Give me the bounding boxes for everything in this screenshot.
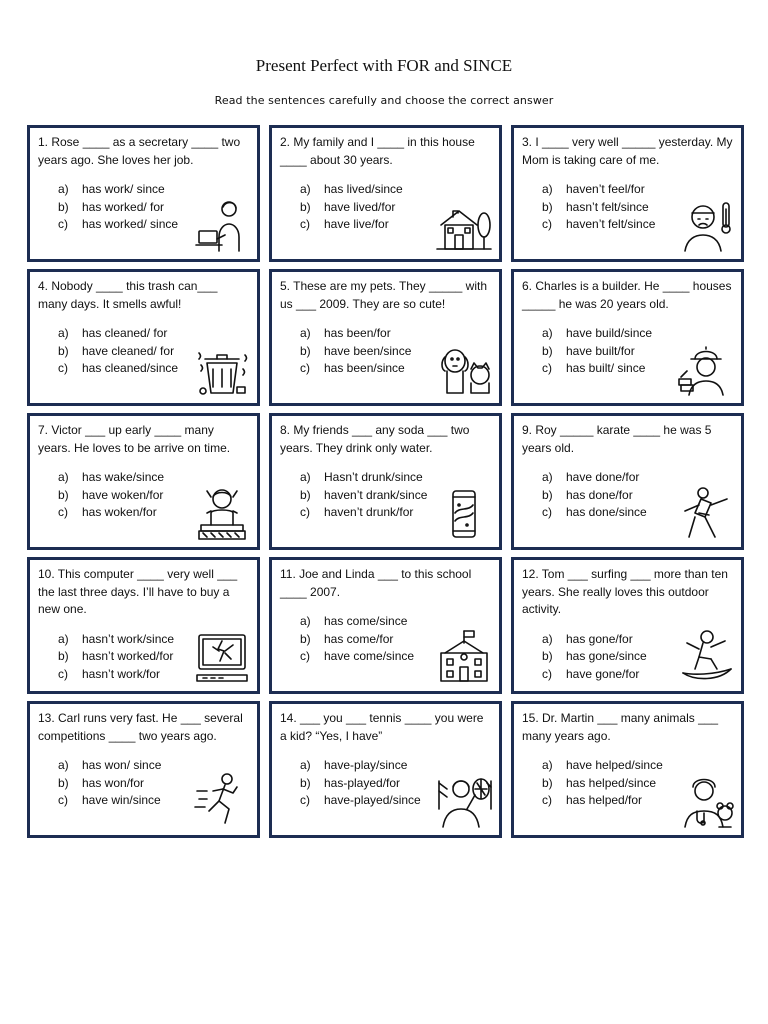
option-text: has gone/since <box>566 649 647 663</box>
question-text: 5. These are my pets. They _____ with us ___ 2009. They are so cute! <box>280 279 491 311</box>
option-letter: c) <box>542 666 552 681</box>
question-text: 6. Charles is a builder. He ____ houses _____ he was 20 years old. <box>522 279 735 311</box>
option-letter: b) <box>58 487 69 502</box>
option-letter: a) <box>58 326 69 340</box>
option-letter: c) <box>542 793 552 807</box>
question-text: 15. Dr. Martin ___ many animals ___ many years ago. <box>522 711 722 743</box>
question-text: 12. Tom ___ surfing ___ more than ten years. She really loves this outdoor activity. <box>522 567 732 616</box>
option-text: have come/since <box>324 649 415 663</box>
option-letter: c) <box>300 649 310 663</box>
question-card <box>27 557 260 694</box>
option-letter: a) <box>542 182 553 196</box>
karate-icon <box>677 483 735 541</box>
question-card <box>269 125 502 262</box>
option-letter: a) <box>58 182 69 196</box>
option-text: has worked/ since <box>82 217 179 231</box>
option-letter: a) <box>58 631 69 646</box>
option-text: have woken/for <box>82 487 164 502</box>
question-text: 3. I ____ very well _____ yesterday. My Mom is taking care of me. <box>522 135 736 167</box>
option-letter: c) <box>542 361 552 375</box>
soda-can-icon <box>435 483 493 541</box>
question-card <box>511 701 744 838</box>
option-text: have lived/for <box>324 199 396 214</box>
option-letter: b) <box>300 487 311 502</box>
option-letter: b) <box>542 487 553 502</box>
option-letter: b) <box>542 775 553 790</box>
option-text: haven’t felt/since <box>566 217 656 231</box>
option-text: hasn’t work/since <box>82 631 175 646</box>
secretary-icon <box>193 195 251 253</box>
option-letter: c) <box>300 505 310 519</box>
option-text: haven’t drank/since <box>324 487 428 502</box>
option-letter: c) <box>300 793 310 807</box>
question-card <box>27 413 260 550</box>
option-text: has woken/for <box>82 505 157 519</box>
option-letter: b) <box>542 199 553 214</box>
option-letter: b) <box>300 631 311 646</box>
question-card <box>27 701 260 838</box>
question-text: 13. Carl runs very fast. He ___ several competitions ____ two years ago. <box>38 711 247 743</box>
question-text: 4. Nobody ____ this trash can___ many days. It smells awful! <box>38 279 221 311</box>
option-letter: c) <box>542 505 552 519</box>
school-icon <box>435 627 493 685</box>
option-text: has won/ since <box>82 758 162 772</box>
option-letter: a) <box>542 470 553 484</box>
option-letter: c) <box>542 217 552 231</box>
option-text: has come/for <box>324 631 394 646</box>
question-text: 2. My family and I ____ in this house ____ about 30 years. <box>280 135 479 167</box>
option-text: haven’t drunk/for <box>324 505 414 519</box>
question-text: 8. My friends ___ any soda ___ two years. They drink only water. <box>280 423 473 455</box>
question-card <box>269 413 502 550</box>
option-letter: a) <box>542 631 553 646</box>
option-letter: a) <box>300 182 311 196</box>
option-text: has come/since <box>324 614 408 628</box>
option-letter: a) <box>300 758 311 772</box>
option-letter: b) <box>300 199 311 214</box>
option-text: has won/for <box>82 775 145 790</box>
option-letter: a) <box>542 326 553 340</box>
option-letter: c) <box>58 666 68 681</box>
option-text: has gone/for <box>566 631 633 646</box>
house-icon <box>435 195 493 253</box>
option-letter: b) <box>58 649 69 663</box>
option-letter: b) <box>300 775 311 790</box>
builder-icon <box>677 339 735 397</box>
option-letter: c) <box>58 217 68 231</box>
question-card <box>27 125 260 262</box>
wake-up-icon <box>193 483 251 541</box>
option-text: have live/for <box>324 217 389 231</box>
option-letter: c) <box>58 793 68 807</box>
option-text: have-play/since <box>324 758 408 772</box>
option-text: have built/for <box>566 343 635 358</box>
option-text: hasn’t worked/for <box>82 649 174 663</box>
option-text: has worked/ for <box>82 199 165 214</box>
option-letter: c) <box>58 361 68 375</box>
option-text: has cleaned/since <box>82 361 179 375</box>
option-text: have helped/since <box>566 758 663 772</box>
option-text: has been/for <box>324 326 391 340</box>
sick-person-icon <box>677 195 735 253</box>
veterinarian-icon <box>677 771 735 829</box>
option-text: hasn’t felt/since <box>566 199 649 214</box>
option-text: has-played/for <box>324 775 401 790</box>
exercise-grid <box>27 125 745 843</box>
question-text: 1. Rose ____ as a secretary ____ two years ago. She loves her job. <box>38 135 244 167</box>
option-text: has lived/since <box>324 182 403 196</box>
option-letter: b) <box>542 649 553 663</box>
option-text: has work/ since <box>82 182 165 196</box>
surfer-icon <box>677 627 735 685</box>
question-card <box>511 557 744 694</box>
option-letter: b) <box>58 775 69 790</box>
option-letter: a) <box>58 470 69 484</box>
option-text: have been/since <box>324 343 412 358</box>
question-card <box>511 125 744 262</box>
question-text: 14. ___ you ___ tennis ____ you were a kid? “Yes, I have” <box>280 711 487 743</box>
question-card <box>511 413 744 550</box>
question-text: 7. Victor ___ up early ____ many years. He loves to be arrive on time. <box>38 423 231 455</box>
option-text: has helped/since <box>566 775 657 790</box>
option-text: has done/for <box>566 487 633 502</box>
option-text: haven’t feel/for <box>566 182 645 196</box>
runner-icon <box>193 771 251 829</box>
option-letter: b) <box>542 343 553 358</box>
option-letter: a) <box>542 758 553 772</box>
option-letter: c) <box>58 505 68 519</box>
option-text: hasn’t work/for <box>82 666 161 681</box>
option-text: have cleaned/ for <box>82 343 175 358</box>
question-text: 9. Roy _____ karate ____ he was 5 years old. <box>522 423 715 455</box>
option-letter: b) <box>58 199 69 214</box>
question-card <box>27 269 260 406</box>
option-text: have-played/since <box>324 793 421 807</box>
option-text: has helped/for <box>566 793 643 807</box>
option-text: has cleaned/ for <box>82 326 168 340</box>
page-instructions: Read the sentences carefully and choose the correct answer <box>214 94 554 107</box>
option-text: has been/since <box>324 361 405 375</box>
option-letter: a) <box>300 614 311 628</box>
question-text: 11. Joe and Linda ___ to this school ____ 2007. <box>280 567 475 599</box>
question-card <box>269 557 502 694</box>
question-card <box>511 269 744 406</box>
option-text: Hasn’t drunk/since <box>324 470 423 484</box>
option-letter: b) <box>58 343 69 358</box>
option-letter: b) <box>300 343 311 358</box>
page-title: Present Perfect with FOR and SINCE <box>255 56 513 75</box>
option-letter: c) <box>300 361 310 375</box>
tennis-player-icon <box>435 771 493 829</box>
option-text: has built/ since <box>566 361 646 375</box>
option-letter: a) <box>300 326 311 340</box>
option-text: have gone/for <box>566 666 640 681</box>
option-text: have done/for <box>566 470 640 484</box>
option-text: has wake/since <box>82 470 165 484</box>
pets-icon <box>435 339 493 397</box>
question-text: 10. This computer ____ very well ___ the last three days. I’ll have to buy a new one. <box>38 567 244 616</box>
option-text: has done/since <box>566 505 647 519</box>
trash-can-icon <box>193 339 251 397</box>
option-text: have win/since <box>82 793 161 807</box>
option-letter: c) <box>300 217 310 231</box>
option-text: have build/since <box>566 326 653 340</box>
question-card <box>269 701 502 838</box>
option-letter: a) <box>58 758 69 772</box>
broken-computer-icon <box>193 627 251 685</box>
option-letter: a) <box>300 470 311 484</box>
question-card <box>269 269 502 406</box>
